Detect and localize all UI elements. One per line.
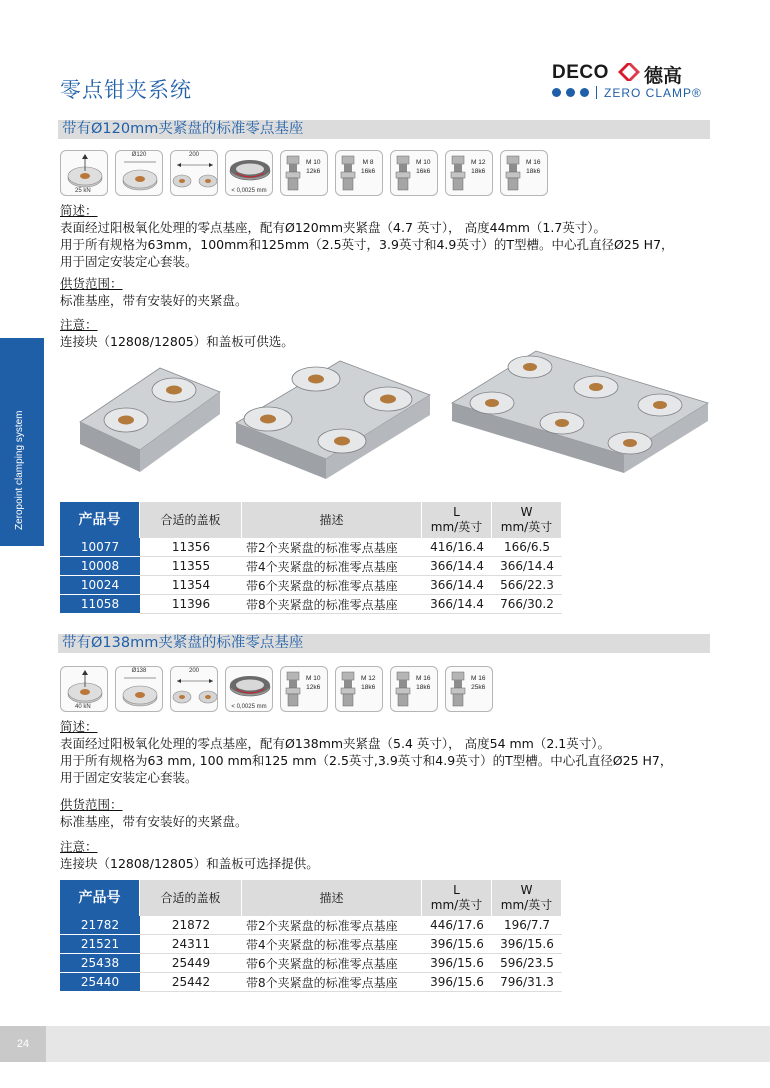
spec-table [60,502,562,614]
table-row [60,935,562,954]
note-block [60,316,294,350]
table-row [60,973,562,992]
clamp-disc-icon [470,392,514,414]
spec-table [60,880,562,992]
note-text: 连接块（12808/12805）和盖板可选择提供。 [60,856,319,871]
stud-tolerance: 12k6 [306,684,321,691]
clamping-stud-icon [336,151,383,196]
clamping-stud-icon [446,667,493,712]
clamp-disc-icon [292,367,340,391]
product-number: 10024 [60,576,140,595]
summary-line: 表面经过阳极氧化处理的零点基座，配有Ø138mm夹紧盘（5.4 英寸）， 高度54 mm（2.1英寸）。 [60,736,610,751]
header-desc: 描述 [242,880,422,916]
clamp-disc-icon [540,412,584,434]
width-value: 166/6.5 [492,538,562,557]
product-number: 21782 [60,916,140,935]
stud-tolerance: 12k6 [306,168,321,175]
product-number: 10008 [60,557,140,576]
note-label: 注意： [60,839,98,854]
width-value: 396/15.6 [492,935,562,954]
summary-line: 用于所有规格为63 mm, 100 mm和125 mm（2.5英寸,3.9英寸和4.9英寸）的T型槽。中心孔直径Ø25 H7， [60,753,673,768]
logo-tagline: ZERO CLAMP® [604,86,702,100]
description: 带6个夹紧盘的标准零点基座 [242,576,422,595]
product-number: 25438 [60,954,140,973]
width-value: 766/30.2 [492,595,562,614]
width-value: 796/31.3 [492,973,562,992]
length-value: 416/16.4 [422,538,492,557]
clamping-stud-icon [501,151,548,196]
table-header-row [60,502,562,538]
header-desc: 描述 [242,502,422,538]
stud-thread: M 12 [471,159,486,166]
header-length [422,502,492,538]
length-value: 396/15.6 [422,973,492,992]
page-title: 零点钳夹系统 [60,78,192,102]
description: 带8个夹紧盘的标准零点基座 [242,973,422,992]
base-plate-2-image [70,360,230,480]
length-value: 366/14.4 [422,595,492,614]
scope-block [60,275,248,309]
clamp-disc-icon [364,387,412,411]
clamping-stud-icon [446,151,493,196]
header-width [492,502,562,538]
clamp-disc-icon [152,378,196,402]
description: 带2个夹紧盘的标准零点基座 [242,538,422,557]
table-row [60,595,562,614]
length-value: 396/15.6 [422,954,492,973]
width-value: 566/22.3 [492,576,562,595]
section-heading-bar [58,634,710,653]
header-cover: 合适的盖板 [140,502,242,538]
logo-diamond-icon [618,63,640,81]
cover-number: 21872 [140,916,242,935]
note-block [60,838,319,872]
stud-tolerance: 25k6 [471,684,486,691]
stud-thread: M 12 [361,675,376,682]
spacing-label: 200 [188,152,199,158]
clamp-disc-icon [608,432,652,454]
stud-thread: M 16 [526,159,541,166]
header-width [492,880,562,916]
section-heading: 带有Ø138mm夹紧盘的标准零点基座 [62,635,304,651]
header-length-label: L [453,505,460,519]
description: 带6个夹紧盘的标准零点基座 [242,954,422,973]
spacing-label: 200 [188,668,199,674]
force-tile [60,150,108,196]
header-width-unit: mm/英寸 [500,520,553,534]
scope-text: 标准基座，带有安装好的夹紧盘。 [60,293,248,308]
scope-label: 供货范围： [60,797,123,812]
clamping-stud-icon [391,151,438,196]
table-row [60,954,562,973]
logo-dots [552,88,589,97]
width-value: 366/14.4 [492,557,562,576]
summary-line: 用于固定安装定心套装。 [60,254,198,269]
note-text: 连接块（12808/12805）和盖板可供选。 [60,334,294,349]
summary-line: 用于所有规格为63mm，100mm和125mm（2.5英寸，3.9英寸和4.9英寸）的T型槽。中心孔直径Ø25 H7， [60,237,674,252]
diameter-label: Ø138 [131,668,147,674]
stud-thread: M 16 [416,675,431,682]
stud-tile [445,666,493,712]
stud-tile [280,666,328,712]
header-length [422,880,492,916]
stud-thread: M 16 [471,675,486,682]
length-value: 366/14.4 [422,576,492,595]
header-width-label: W [520,505,533,519]
cover-number: 11355 [140,557,242,576]
stud-tolerance: 18k6 [471,168,486,175]
product-number: 10077 [60,538,140,557]
length-value: 396/15.6 [422,935,492,954]
cover-number: 11396 [140,595,242,614]
header-width-label: W [520,883,533,897]
section-heading: 带有Ø120mm夹紧盘的标准零点基座 [62,121,304,137]
brand-logo [552,60,712,104]
base-plate-6-image [446,345,714,485]
description: 带2个夹紧盘的标准零点基座 [242,916,422,935]
header-length-label: L [453,883,460,897]
stud-tolerance: 18k6 [416,684,431,691]
clamp-disc-icon [508,356,552,378]
product-number: 21521 [60,935,140,954]
precision-tile [225,150,273,196]
base-plate-4-image [230,355,440,485]
footer-bar [0,1026,770,1062]
description: 带8个夹紧盘的标准零点基座 [242,595,422,614]
header-length-unit: mm/英寸 [430,520,483,534]
section-heading-bar [58,120,710,139]
feature-icon-row [60,150,548,196]
clamp-disc-icon [318,429,366,453]
cover-number: 25449 [140,954,242,973]
spacing-tile [170,666,218,712]
product-number: 25440 [60,973,140,992]
clamping-stud-icon [281,667,328,712]
scope-text: 标准基座，带有安装好的夹紧盘。 [60,814,248,829]
stud-tile [500,150,548,196]
page-number: 24 [0,1026,46,1062]
force-label: 40 kN [75,704,91,710]
clamp-disc-icon [574,376,618,398]
table-row [60,916,562,935]
cover-number: 11354 [140,576,242,595]
clamp-disc-icon [244,407,292,431]
logo-separator [596,86,597,99]
stud-tolerance: 18k6 [361,684,376,691]
precision-label: < 0,0025 mm [231,704,267,710]
header-product: 产品号 [60,880,140,916]
width-value: 196/7.7 [492,916,562,935]
summary-block [60,202,674,270]
clamping-stud-icon [336,667,383,712]
summary-block [60,718,672,786]
diameter-tile [115,666,163,712]
spacing-tile [170,150,218,196]
logo-brand: DECO [552,62,609,83]
product-number: 11058 [60,595,140,614]
stud-tolerance: 18k6 [526,168,541,175]
side-tab-label: Zeropoint clamping system [14,410,25,530]
feature-icon-row [60,666,493,712]
stud-tile [390,666,438,712]
stud-tile [445,150,493,196]
stud-tile [390,150,438,196]
cover-number: 11356 [140,538,242,557]
header-cover: 合适的盖板 [140,880,242,916]
summary-label: 简述： [60,719,98,734]
header-product: 产品号 [60,502,140,538]
logo-brand-cn: 德高 [644,65,683,87]
diameter-tile [115,150,163,196]
length-value: 366/14.4 [422,557,492,576]
stud-thread: M 10 [306,159,321,166]
table-row [60,576,562,595]
summary-line: 用于固定安装定心套装。 [60,770,198,785]
table-header-row [60,880,562,916]
stud-tile [335,666,383,712]
width-value: 596/23.5 [492,954,562,973]
scope-block [60,796,248,830]
clamp-disc-icon [638,394,682,416]
stud-tolerance: 16k6 [416,168,431,175]
stud-thread: M 8 [362,159,374,166]
diameter-label: Ø120 [131,152,147,158]
table-row [60,557,562,576]
description: 带4个夹紧盘的标准零点基座 [242,557,422,576]
clamp-disc-icon [104,408,148,432]
force-label: 25 kN [75,188,91,194]
precision-label: < 0,0025 mm [231,188,267,194]
stud-thread: M 10 [306,675,321,682]
scope-label: 供货范围： [60,276,123,291]
stud-tile [280,150,328,196]
summary-label: 简述： [60,203,98,218]
stud-thread: M 10 [416,159,431,166]
length-value: 446/17.6 [422,916,492,935]
cover-number: 24311 [140,935,242,954]
clamping-stud-icon [391,667,438,712]
stud-tolerance: 16k6 [361,168,376,175]
description: 带4个夹紧盘的标准零点基座 [242,935,422,954]
summary-line: 表面经过阳极氧化处理的零点基座，配有Ø120mm夹紧盘（4.7 英寸）， 高度44mm（1.7英寸）。 [60,220,607,235]
table-row [60,538,562,557]
cover-number: 25442 [140,973,242,992]
stud-tile [335,150,383,196]
precision-tile [225,666,273,712]
clamping-stud-icon [281,151,328,196]
note-label: 注意： [60,317,98,332]
header-width-unit: mm/英寸 [500,898,553,912]
force-tile [60,666,108,712]
header-length-unit: mm/英寸 [430,898,483,912]
